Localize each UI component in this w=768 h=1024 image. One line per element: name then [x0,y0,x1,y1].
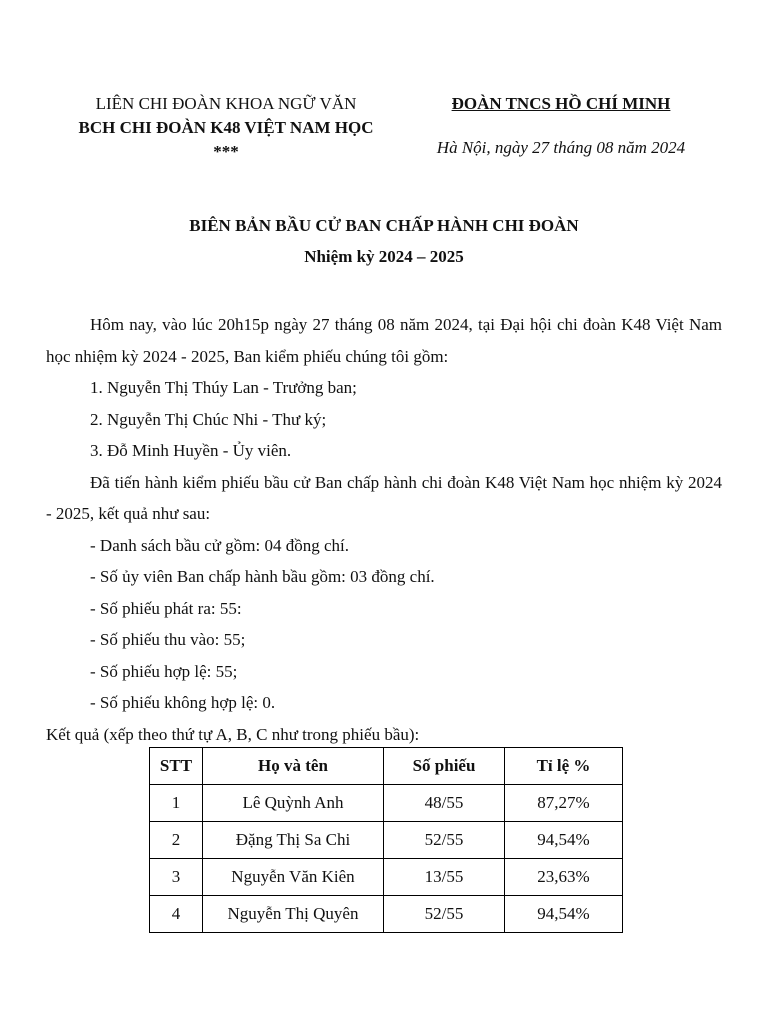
stat-item: - Số phiếu hợp lệ: 55; [90,661,238,681]
header-name: Họ và tên [203,748,384,785]
cell-stt: 4 [150,896,203,933]
intro-paragraph: Hôm nay, vào lúc 20h15p ngày 27 tháng 08 năm 2024, tại Đại hội chi đoàn K48 Việt Nam học nhiệm kỳ 2024 - 2025, Ban kiểm phiếu chúng tôi gồm: [46,315,722,366]
header-percent: Tỉ lệ % [505,748,623,785]
cell-votes: 48/55 [384,785,505,822]
cell-name: Lê Quỳnh Anh [203,785,384,822]
cell-votes: 52/55 [384,896,505,933]
cell-name: Nguyễn Thị Quyên [203,896,384,933]
member-item: 1. Nguyễn Thị Thúy Lan - Trưởng ban; [90,378,357,397]
header-votes: Số phiếu [384,748,505,785]
cell-percent: 94,54% [505,822,623,859]
cell-stt: 2 [150,822,203,859]
header-left [46,92,406,164]
table-row [150,785,623,822]
document-body [46,309,722,750]
cell-stt: 3 [150,859,203,896]
cell-percent: 87,27% [505,785,623,822]
stat-item: - Số ủy viên Ban chấp hành bầu gồm: 03 đồng chí. [90,567,435,586]
table-header-row [150,748,623,785]
cell-name: Đặng Thị Sa Chi [203,822,384,859]
stat-item: - Số phiếu thu vào: 55; [90,630,246,649]
cell-votes: 52/55 [384,822,505,859]
stat-item: - Danh sách bầu cử gồm: 04 đồng chí. [90,535,349,555]
stat-item: - Số phiếu không hợp lệ: 0. [90,693,276,712]
cell-stt: 1 [150,785,203,822]
table-row [150,822,623,859]
union-name: ĐOÀN TNCS HỒ CHÍ MINH [451,94,671,113]
stat-item: - Số phiếu phát ra: 55: [90,598,242,618]
header-right [400,92,722,160]
header-stt: STT [150,748,203,785]
stars-divider: *** [213,142,239,161]
result-intro: Kết quả (xếp theo thứ tự A, B, C như trong phiếu bầu): [46,724,420,744]
member-item: 2. Nguyễn Thị Chúc Nhi - Thư ký; [90,409,327,429]
cell-percent: 23,63% [505,859,623,896]
cell-votes: 13/55 [384,859,505,896]
parent-org: LIÊN CHI ĐOÀN KHOA NGỮ VĂN [95,94,357,113]
table-row [150,896,623,933]
place-date: Hà Nội, ngày 27 tháng 08 năm 2024 [436,138,686,157]
cell-name: Nguyễn Văn Kiên [203,859,384,896]
cell-percent: 94,54% [505,896,623,933]
document-term: Nhiệm kỳ 2024 – 2025 [304,247,464,266]
process-paragraph: Đã tiến hành kiểm phiếu bầu cử Ban chấp hành chi đoàn K48 Việt Nam học nhiệm kỳ 2024 - 2025, kết quả như sau: [46,472,722,523]
branch-committee: BCH CHI ĐOÀN K48 VIỆT NAM HỌC [78,118,374,137]
table-row [150,859,623,896]
document-title: BIÊN BẢN BẦU CỬ BAN CHẤP HÀNH CHI ĐOÀN [189,216,579,235]
member-item: 3. Đỗ Minh Huyền - Ủy viên. [90,441,292,460]
results-table [149,747,623,933]
